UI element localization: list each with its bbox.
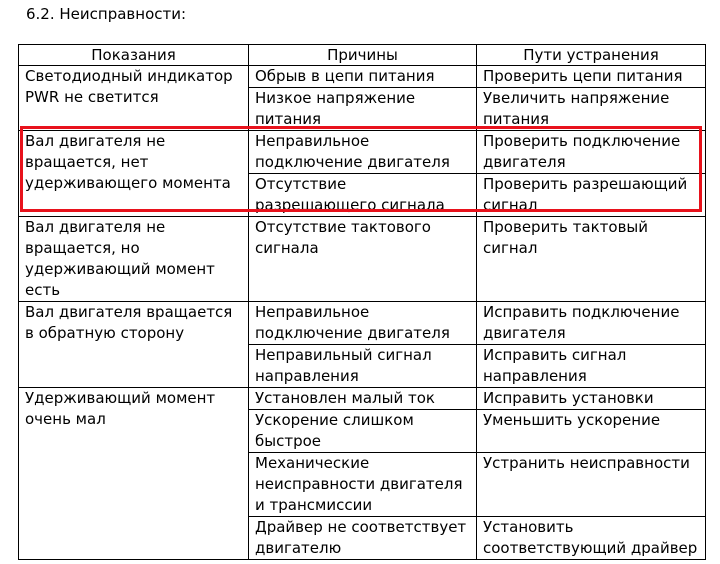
section-heading: 6.2. Неисправности: — [26, 5, 187, 23]
cause-cell: Отсутствие тактового сигнала — [249, 217, 477, 302]
remedy-cell: Проверить разрешающий сигнал — [477, 174, 706, 217]
table-row — [19, 388, 706, 410]
cause-cell: Отсутствие разрешающего сигнала — [249, 174, 477, 217]
remedy-cell: Уменьшить ускорение — [477, 410, 706, 453]
symptom-cell: Вал двигателя вращается в обратную сторону — [19, 302, 249, 388]
header-remedies: Пути устранения — [477, 45, 706, 66]
table-row — [19, 131, 706, 174]
symptom-cell: Вал двигателя не вращается, нет удерживающего момента — [19, 131, 249, 217]
cause-cell: Ускорение слишком быстрое — [249, 410, 477, 453]
cause-cell: Неправильное подключение двигателя — [249, 131, 477, 174]
cause-cell: Механические неисправности двигателя и трансмиссии — [249, 453, 477, 517]
table-row — [19, 302, 706, 345]
faults-table — [18, 44, 706, 560]
cause-cell: Драйвер не соответствует двигателю — [249, 517, 477, 560]
remedy-cell: Установить соответствующий драйвер — [477, 517, 706, 560]
remedy-cell: Исправить установки — [477, 388, 706, 410]
remedy-cell: Проверить подключение двигателя — [477, 131, 706, 174]
header-causes: Причины — [249, 45, 477, 66]
cause-cell: Низкое напряжение питания — [249, 88, 477, 131]
symptom-cell: Удерживающий момент очень мал — [19, 388, 249, 560]
table-row — [19, 66, 706, 88]
cause-cell: Неправильное подключение двигателя — [249, 302, 477, 345]
remedy-cell: Устранить неисправности — [477, 453, 706, 517]
remedy-cell: Проверить тактовый сигнал — [477, 217, 706, 302]
table-row — [19, 217, 706, 302]
symptom-cell: Вал двигателя не вращается, но удерживающий момент есть — [19, 217, 249, 302]
remedy-cell: Исправить подключение двигателя — [477, 302, 706, 345]
cause-cell: Неправильный сигнал направления — [249, 345, 477, 388]
cause-cell: Обрыв в цепи питания — [249, 66, 477, 88]
table-header-row — [19, 45, 706, 66]
remedy-cell: Исправить сигнал направления — [477, 345, 706, 388]
remedy-cell: Проверить цепи питания — [477, 66, 706, 88]
symptom-cell: Светодиодный индикатор PWR не светится — [19, 66, 249, 131]
header-symptoms: Показания — [19, 45, 249, 66]
remedy-cell: Увеличить напряжение питания — [477, 88, 706, 131]
cause-cell: Установлен малый ток — [249, 388, 477, 410]
